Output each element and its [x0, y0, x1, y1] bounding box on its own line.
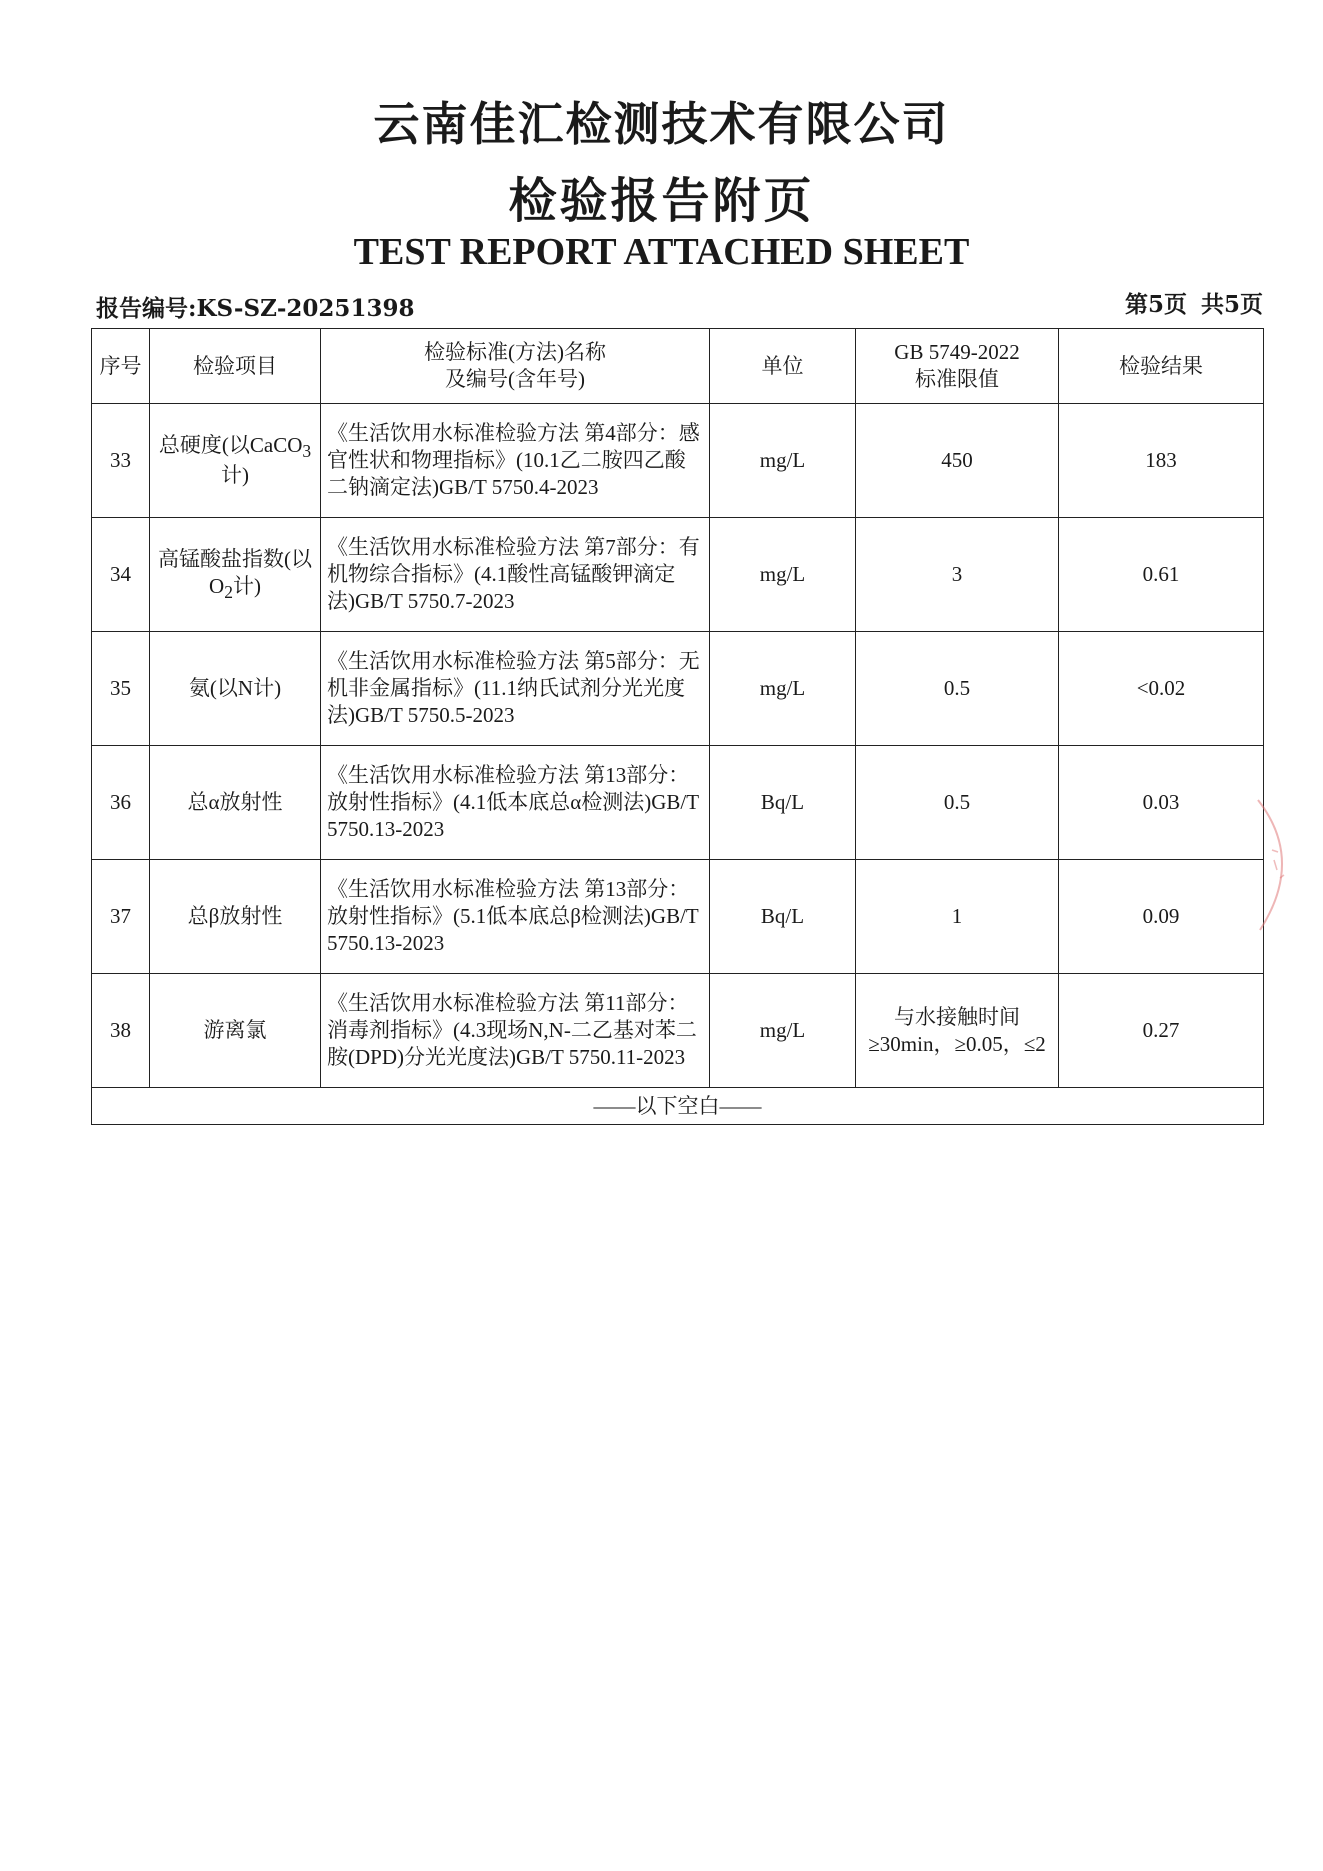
page-indicator [1125, 286, 1263, 319]
cell-method: 《生活饮用水标准检验方法 第13部分：放射性指标》(5.1低本底总β检测法)GB/T 5750.13-2023 [321, 860, 710, 974]
test-results-table [91, 328, 1264, 1125]
seal-stamp-fragment [1250, 790, 1310, 940]
header-method-line2: 及编号(含年号) [445, 367, 585, 391]
cell-unit: Bq/L [710, 860, 856, 974]
cell-limit: 3 [856, 518, 1059, 632]
cell-method: 《生活饮用水标准检验方法 第7部分：有机物综合指标》(4.1酸性高锰酸钾滴定法)GB/T 5750.7-2023 [321, 518, 710, 632]
cell-item: 氨(以N计) [150, 632, 321, 746]
cell-no: 37 [92, 860, 150, 974]
header-unit: 单位 [710, 329, 856, 404]
table-header-row [92, 329, 1264, 404]
cell-method: 《生活饮用水标准检验方法 第4部分：感官性状和物理指标》(10.1乙二胺四乙酸二钠滴定法)GB/T 5750.4-2023 [321, 404, 710, 518]
cell-item: 总β放射性 [150, 860, 321, 974]
header-method [321, 329, 710, 404]
cell-result: 183 [1059, 404, 1264, 518]
table-row [92, 974, 1264, 1088]
report-number: 报告编号:KS-SZ-20251398 [96, 295, 415, 322]
cell-no: 38 [92, 974, 150, 1088]
header-limit [856, 329, 1059, 404]
cell-unit: Bq/L [710, 746, 856, 860]
cell-limit: 0.5 [856, 632, 1059, 746]
cell-item-subscript: 2 [224, 581, 233, 602]
table-end-row [92, 1088, 1264, 1125]
header-item: 检验项目 [150, 329, 321, 404]
cell-unit: mg/L [710, 632, 856, 746]
page-current: 第5页 [1124, 291, 1187, 318]
cell-unit: mg/L [710, 404, 856, 518]
cell-no: 36 [92, 746, 150, 860]
cell-item-subscript: 3 [302, 440, 312, 461]
cell-limit: 0.5 [856, 746, 1059, 860]
table-row [92, 404, 1264, 518]
cell-item-tail: 计) [232, 573, 261, 598]
blank-below-marker: ——以下空白—— [92, 1088, 1264, 1125]
cell-result: 0.03 [1059, 746, 1264, 860]
cell-result: 0.09 [1059, 860, 1264, 974]
cell-item-text: 总硬度(以CaCO [158, 432, 303, 457]
table-row [92, 632, 1264, 746]
cell-limit: 450 [856, 404, 1059, 518]
cell-limit: 1 [856, 860, 1059, 974]
cell-item [150, 518, 321, 632]
table-row [92, 860, 1264, 974]
cell-item [150, 404, 321, 518]
cell-no: 33 [92, 404, 150, 518]
cell-item: 游离氯 [150, 974, 321, 1088]
cell-result: 0.27 [1059, 974, 1264, 1088]
cell-unit: mg/L [710, 974, 856, 1088]
cell-item: 总α放射性 [150, 746, 321, 860]
cell-method: 《生活饮用水标准检验方法 第13部分：放射性指标》(4.1低本底总α检测法)GB/T 5750.13-2023 [321, 746, 710, 860]
header-result: 检验结果 [1059, 329, 1264, 404]
page-total: 共5页 [1200, 291, 1263, 318]
cell-result: 0.61 [1059, 518, 1264, 632]
cell-method: 《生活饮用水标准检验方法 第5部分：无机非金属指标》(11.1纳氏试剂分光光度法)GB/T 5750.5-2023 [321, 632, 710, 746]
cell-no: 34 [92, 518, 150, 632]
header-limit-line2: 标准限值 [915, 367, 999, 391]
table-row [92, 518, 1264, 632]
cell-result: <0.02 [1059, 632, 1264, 746]
cell-method: 《生活饮用水标准检验方法 第11部分：消毒剂指标》(4.3现场N,N-二乙基对苯二胺(DPD)分光光度法)GB/T 5750.11-2023 [321, 974, 710, 1088]
header-method-line1: 检验标准(方法)名称 [424, 340, 606, 365]
document-title-english: TEST REPORT ATTACHED SHEET [353, 231, 970, 273]
cell-unit: mg/L [710, 518, 856, 632]
cell-item-text: 高锰酸盐指数(以O [158, 546, 312, 598]
seal-stamp-arc [1258, 800, 1282, 930]
header-limit-line1: GB 5749-2022 [894, 340, 1020, 365]
company-name: 云南佳汇检测技术有限公司 [373, 97, 950, 151]
cell-item-tail: 计) [221, 463, 249, 488]
table-row [92, 746, 1264, 860]
header-no: 序号 [92, 329, 150, 404]
document-subtitle: 检验报告附页 [508, 173, 815, 229]
cell-limit: 与水接触时间≥30min，≥0.05，≤2 [856, 974, 1059, 1088]
cell-no: 35 [92, 632, 150, 746]
